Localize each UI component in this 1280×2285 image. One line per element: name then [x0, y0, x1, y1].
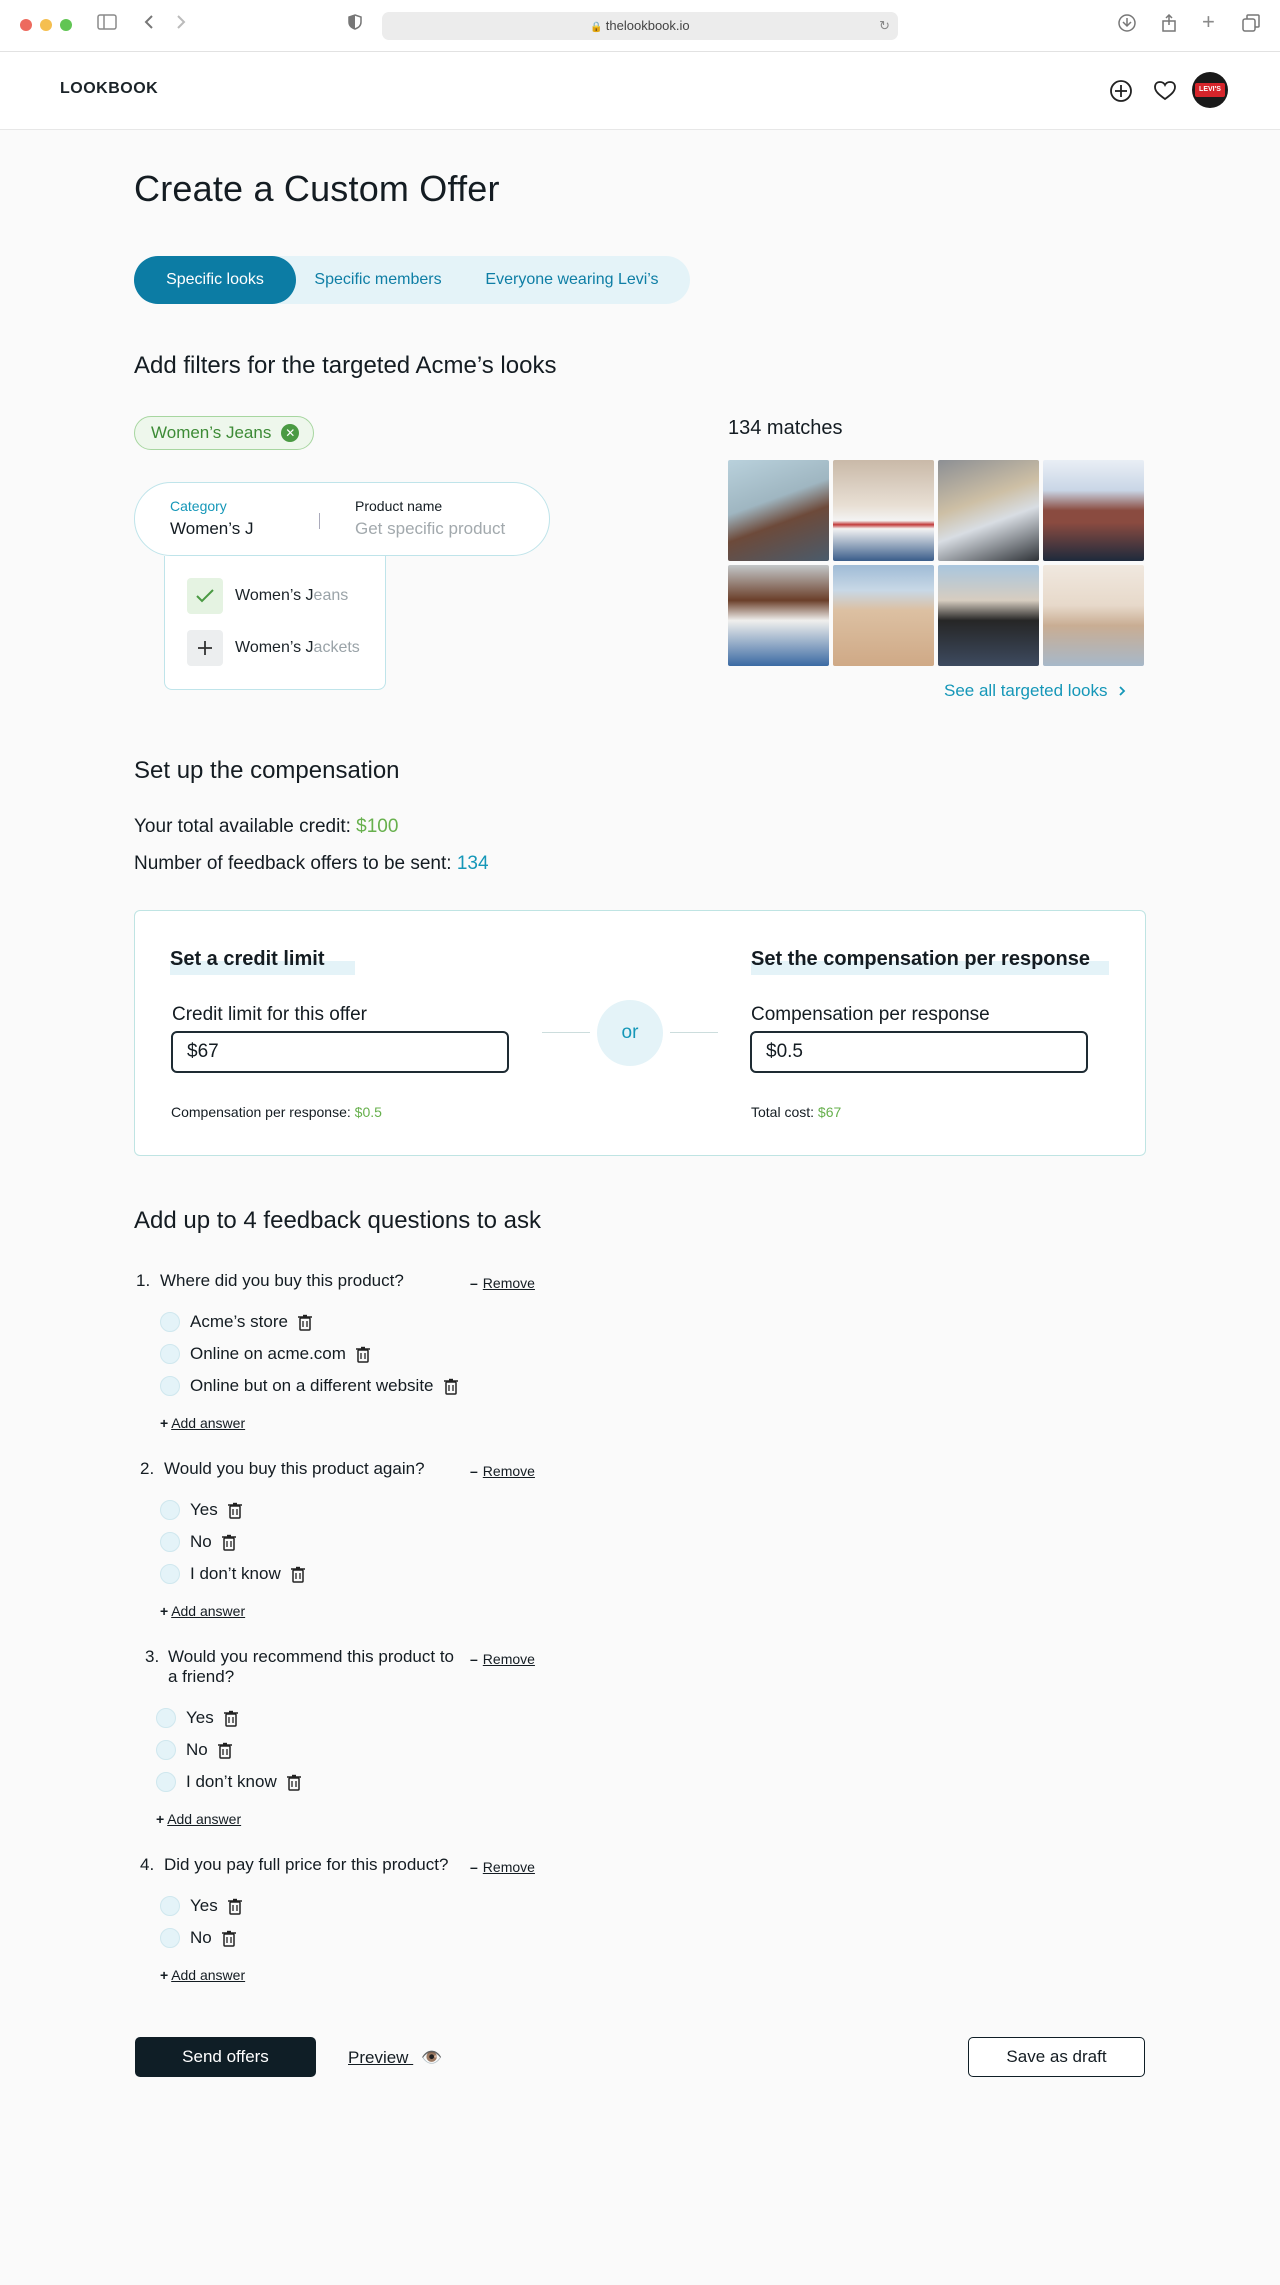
plus-icon: + — [160, 1603, 169, 1619]
look-thumbnail[interactable] — [728, 460, 829, 561]
new-tab-icon[interactable]: + — [1202, 9, 1215, 34]
check-icon — [187, 578, 223, 614]
trash-icon[interactable] — [228, 1898, 242, 1915]
plus-icon: + — [160, 1415, 169, 1431]
remove-question-button[interactable]: – Remove — [470, 1651, 535, 1667]
search-divider — [319, 513, 320, 529]
trash-icon[interactable] — [444, 1378, 458, 1395]
remove-question-button[interactable]: – Remove — [470, 1859, 535, 1875]
look-thumbnail[interactable] — [1043, 460, 1144, 561]
answer-option — [156, 1771, 301, 1793]
answer-text[interactable]: No — [190, 1532, 212, 1551]
answer-text[interactable]: I don’t know — [186, 1772, 277, 1791]
filter-search — [134, 482, 550, 556]
answer-option — [160, 1927, 236, 1949]
available-credit-value: $100 — [356, 816, 399, 837]
trash-icon[interactable] — [222, 1930, 236, 1947]
trash-icon[interactable] — [228, 1502, 242, 1519]
divider-line — [542, 1032, 590, 1033]
answer-text[interactable]: Online but on a different website — [190, 1376, 434, 1395]
answer-option — [156, 1707, 238, 1729]
answer-option — [160, 1499, 242, 1521]
compensation-heading: Set up the compensation — [134, 757, 400, 784]
answer-text[interactable]: Yes — [186, 1708, 214, 1727]
look-thumbnail[interactable] — [938, 565, 1039, 666]
trash-icon[interactable] — [356, 1346, 370, 1363]
category-label: Category — [170, 498, 227, 514]
remove-question-button[interactable]: – Remove — [470, 1275, 535, 1291]
tab-everyone-wearing[interactable]: Everyone wearing Levi’s — [485, 271, 659, 288]
remove-question-button[interactable]: – Remove — [470, 1463, 535, 1479]
forward-icon[interactable] — [175, 14, 187, 37]
answer-text[interactable]: No — [186, 1740, 208, 1759]
app-header — [0, 52, 1280, 130]
answer-option — [156, 1739, 232, 1761]
category-dropdown — [164, 556, 386, 690]
radio-button[interactable] — [156, 1772, 176, 1792]
plus-icon — [187, 630, 223, 666]
matches-count: 134 matches — [728, 417, 843, 439]
answer-option — [160, 1311, 312, 1333]
trash-icon[interactable] — [218, 1742, 232, 1759]
compensation-per-response-input[interactable] — [750, 1031, 1088, 1073]
tab-specific-members[interactable]: Specific members — [314, 271, 442, 288]
share-icon[interactable] — [1161, 14, 1177, 39]
minus-icon: – — [470, 1463, 478, 1479]
radio-button[interactable] — [160, 1376, 180, 1396]
lock-icon: 🔒 — [590, 22, 603, 33]
minus-icon: – — [470, 1275, 478, 1291]
maximize-window-button[interactable] — [60, 19, 72, 31]
add-icon[interactable] — [1106, 76, 1136, 106]
product-name-input[interactable]: Get specific product — [355, 519, 506, 538]
divider-line — [670, 1032, 718, 1033]
send-offers-button[interactable]: Send offers — [135, 2037, 316, 2077]
lookbook-logo[interactable]: LOOKBOOK — [60, 80, 159, 97]
look-thumbnail[interactable] — [833, 565, 934, 666]
plus-icon: + — [156, 1811, 165, 1827]
suggestion-womens-jeans[interactable] — [187, 578, 348, 614]
credit-limit-note: Compensation per response: $0.5 — [171, 1104, 382, 1120]
suggestion-womens-jackets[interactable] — [187, 630, 360, 666]
answer-option — [160, 1531, 236, 1553]
radio-button[interactable] — [156, 1708, 176, 1728]
question-title[interactable]: Where did you buy this product? — [160, 1271, 404, 1290]
radio-button[interactable] — [156, 1740, 176, 1760]
or-divider: or — [597, 1000, 663, 1066]
question-number: 4. — [140, 1855, 155, 1874]
suggestion-label: Women’s Jeans — [235, 587, 349, 604]
offers-count-value: 134 — [456, 853, 489, 874]
look-thumbnail[interactable] — [728, 565, 829, 666]
answer-text[interactable]: Acme’s store — [190, 1312, 288, 1331]
answer-text[interactable]: No — [190, 1928, 212, 1947]
minimize-window-button[interactable] — [40, 19, 52, 31]
remove-filter-icon[interactable]: ✕ — [281, 424, 299, 442]
compensation-per-response-title: Set the compensation per response — [751, 948, 1090, 970]
question-title[interactable]: Did you pay full price for this product? — [164, 1855, 449, 1874]
answer-option — [160, 1343, 370, 1365]
question-title[interactable]: Would you recommend this product to a friend? — [168, 1647, 454, 1686]
sidebar-toggle-icon[interactable] — [97, 14, 117, 37]
url-text: thelookbook.io — [605, 18, 690, 33]
question-number: 1. — [136, 1271, 151, 1290]
trash-icon[interactable] — [298, 1314, 312, 1331]
browser-chrome — [0, 0, 1280, 52]
add-answer-button[interactable]: + Add answer — [156, 1811, 242, 1827]
answer-text[interactable]: I don’t know — [190, 1564, 281, 1583]
add-answer-button[interactable]: + Add answer — [160, 1967, 246, 1983]
offers-count: Number of feedback offers to be sent: 134 — [134, 853, 489, 874]
radio-button[interactable] — [160, 1344, 180, 1364]
look-thumbnail[interactable] — [1043, 565, 1144, 666]
answer-option — [160, 1895, 242, 1917]
avatar[interactable] — [1192, 72, 1228, 108]
question-number: 2. — [140, 1459, 155, 1478]
reload-icon[interactable]: ↻ — [879, 18, 890, 33]
see-all-looks-link[interactable]: See all targeted looks — [944, 681, 1126, 701]
credit-limit-input[interactable] — [171, 1031, 509, 1073]
radio-button[interactable] — [160, 1500, 180, 1520]
filter-chip-label: Women’s Jeans — [151, 423, 272, 442]
radio-button[interactable] — [160, 1564, 180, 1584]
tab-specific-looks[interactable]: Specific looks — [134, 256, 296, 304]
question-title[interactable]: Would you buy this product again? — [164, 1459, 425, 1478]
answer-text[interactable]: Online on acme.com — [190, 1344, 346, 1363]
answer-text[interactable]: Yes — [190, 1500, 218, 1519]
avatar-brand: LEVI'S — [1195, 83, 1225, 97]
page-title: Create a Custom Offer — [134, 168, 500, 209]
suggestion-label: Women’s Jackets — [235, 639, 360, 656]
add-answer-button[interactable]: + Add answer — [160, 1415, 246, 1431]
eye-icon: 👁️ — [421, 2048, 443, 2067]
product-name-label: Product name — [355, 498, 443, 514]
download-icon[interactable] — [1118, 14, 1136, 39]
category-input[interactable]: Women’s J — [170, 519, 254, 538]
minus-icon: – — [470, 1651, 478, 1667]
radio-button[interactable] — [160, 1928, 180, 1948]
credit-limit-label: Credit limit for this offer — [172, 1004, 367, 1025]
save-draft-button[interactable]: Save as draft — [968, 2037, 1145, 2077]
minus-icon: – — [470, 1859, 478, 1875]
radio-button[interactable] — [160, 1896, 180, 1916]
questions-heading: Add up to 4 feedback questions to ask — [134, 1207, 541, 1234]
compensation-per-response-label: Compensation per response — [751, 1004, 990, 1025]
address-bar[interactable] — [382, 12, 898, 40]
add-answer-button[interactable]: + Add answer — [160, 1603, 246, 1619]
chevron-right-icon — [1118, 685, 1126, 697]
target-tabs — [134, 256, 690, 304]
tabs-overview-icon[interactable] — [1242, 14, 1260, 39]
look-thumbnail[interactable] — [938, 460, 1039, 561]
answer-option — [160, 1375, 458, 1397]
heart-icon[interactable] — [1150, 76, 1180, 106]
trash-icon[interactable] — [291, 1566, 305, 1583]
available-credit: Your total available credit: $100 — [134, 816, 399, 837]
look-thumbnail[interactable] — [833, 460, 934, 561]
trash-icon[interactable] — [287, 1774, 301, 1791]
close-window-button[interactable] — [20, 19, 32, 31]
radio-button[interactable] — [160, 1532, 180, 1552]
credit-limit-title: Set a credit limit — [170, 948, 325, 970]
answer-text[interactable]: Yes — [190, 1896, 218, 1915]
total-cost-note: Total cost: $67 — [751, 1104, 842, 1120]
question-number: 3. — [145, 1647, 160, 1666]
answer-option — [160, 1563, 305, 1585]
shield-icon[interactable] — [348, 14, 362, 37]
filters-heading: Add filters for the targeted Acme’s looks — [134, 352, 557, 379]
plus-icon: + — [160, 1967, 169, 1983]
trash-icon[interactable] — [224, 1710, 238, 1727]
trash-icon[interactable] — [222, 1534, 236, 1551]
radio-button[interactable] — [160, 1312, 180, 1332]
preview-button[interactable]: Preview 👁️ — [348, 2048, 443, 2067]
back-icon[interactable] — [143, 14, 155, 37]
filter-chip — [134, 416, 314, 450]
